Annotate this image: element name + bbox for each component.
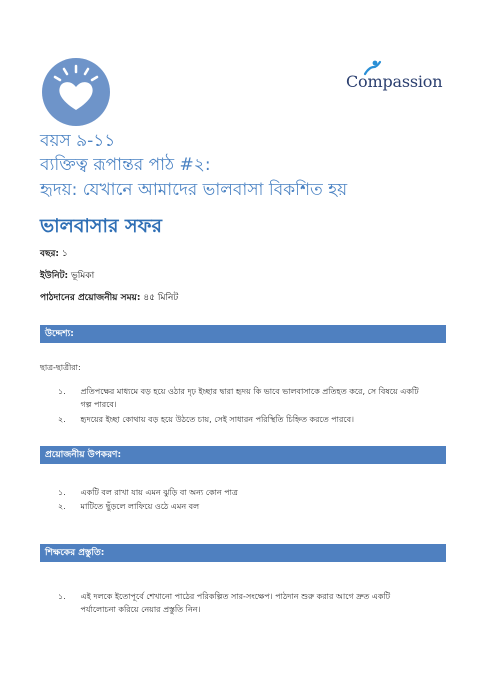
objectives-intro: ছাত্র-ছাত্রীরা: <box>40 363 81 372</box>
meta-year <box>40 246 68 261</box>
time-value: ৪৫ মিনিট <box>143 293 179 303</box>
list-number: ১. <box>58 387 66 396</box>
unit-label: ইউনিট: <box>40 271 69 281</box>
list-text-line: প্রতিপক্ষের মাধ্যমে বড় হয়ে ওঠার দৃঢ় ইচ্ছার দ্বারা হৃদয় কি ভাবে ভালবাসাকে প্রতিহত করে, সে বিষয়ে একটি <box>80 387 419 396</box>
meta-time <box>40 290 178 305</box>
year-value: ১ <box>61 249 68 259</box>
time-label: পাঠদানের প্রয়োজনীয় সময়: <box>40 293 141 303</box>
list-number: ২. <box>58 415 66 424</box>
list-text-line: এই দলকে ইতোপূর্বে শেখানো পাঠের পরিকল্পিত সার-সংক্ষেপ। পাঠদান শুরু করার আগে দ্রুত একটি <box>80 592 391 601</box>
list-text <box>81 591 391 617</box>
list-text: একটি বল রাখা যায় এমন ঝুড়ি বা অন্য কোন পাত্র <box>80 488 238 497</box>
lesson-title: ব্যক্তিত্ব রূপান্তর পাঠ #২: <box>40 155 211 175</box>
list-text-line: পর্যালোচনা করিয়ে নেয়ার প্রস্তুতি নিন। <box>80 605 201 614</box>
section-heading-materials: প্রয়োজনীয় উপকরণ: <box>40 446 446 464</box>
list-item <box>58 591 390 617</box>
list-number: ২. <box>58 502 66 511</box>
year-label: বছর: <box>40 249 60 259</box>
list-item <box>58 501 199 514</box>
heart-icon <box>42 58 110 126</box>
heart-logo <box>42 58 110 126</box>
list-number: ১. <box>58 592 66 601</box>
list-text <box>81 386 419 412</box>
list-text: মাটিতে ছুঁড়লে লাফিয়ে ওঠে এমন বল <box>80 502 200 511</box>
unit-value: ভূমিকা <box>71 271 95 281</box>
section-heading-prep: শিক্ষকের প্রস্তুতি: <box>40 544 446 562</box>
list-number: ১. <box>58 488 66 497</box>
age-range: বয়স ৯-১১ <box>40 131 116 151</box>
section-heading-objectives: উদ্দেশ্য: <box>40 325 446 343</box>
brand-name: Compassion <box>346 72 443 91</box>
list-item <box>58 386 419 412</box>
lesson-subtitle: হৃদয়: যেখানে আমাদের ভালবাসা বিকশিত হয় <box>40 180 348 200</box>
list-text: হৃদয়ের ইচ্ছা কোথায় বড় হয়ে উঠতে চায়, সেই সাধারন পরিস্থিতি চিহ্নিত করতে পারবে। <box>80 415 354 424</box>
list-item <box>58 487 238 500</box>
journey-title: ভালবাসার সফর <box>40 215 162 237</box>
compassion-logo <box>346 60 446 100</box>
meta-unit <box>40 268 94 283</box>
list-text-line: গল্প পারবে। <box>80 400 117 409</box>
list-item <box>58 414 354 427</box>
